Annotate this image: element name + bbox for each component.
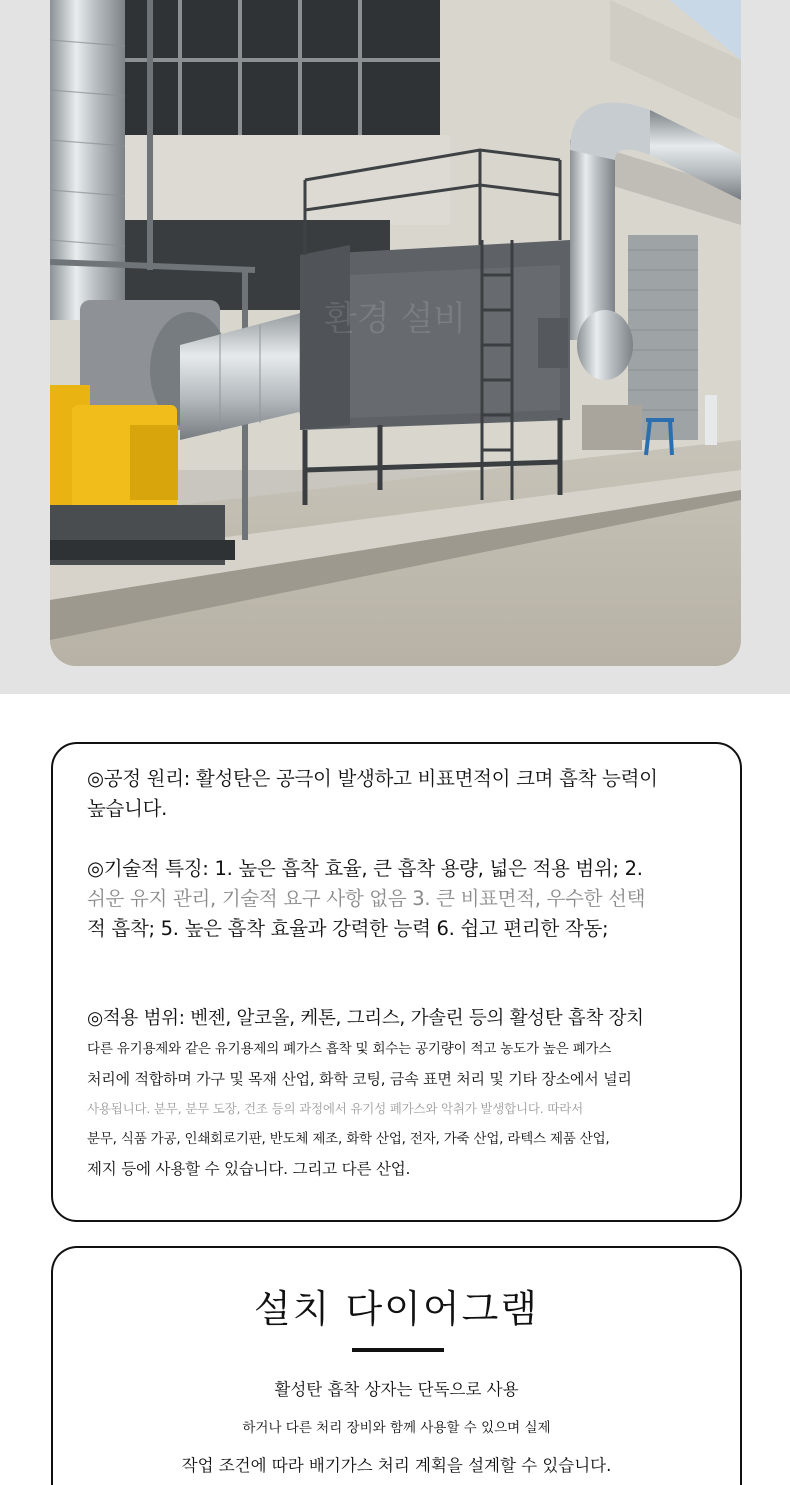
scope-line-1: 다른 유기용제와 같은 유기용제의 폐가스 흡착 및 회수는 공기량이 적고 농도가 높은 폐가스 [87, 1041, 612, 1057]
scope-line-3: 사용됩니다. 분무, 분무 도장, 건조 등의 과정에서 유기성 폐가스와 악취가 발생합니다. 따라서 [87, 1101, 583, 1116]
principle-line-1: ◎공정 원리: 활성탄은 공극이 발생하고 비표면적이 크며 흡착 능력이 [87, 767, 658, 790]
install-title: 설치 다이어그램 [253, 1287, 540, 1331]
info-card [51, 742, 742, 1222]
install-line-1: 활성탄 흡착 상자는 단독으로 사용 [274, 1380, 519, 1399]
install-line-3: 작업 조건에 따라 배기가스 처리 계획을 설계할 수 있습니다. [181, 1456, 612, 1475]
svg-text:환경 설비: 환경 설비 [323, 299, 467, 339]
install-card [51, 1246, 742, 1485]
features-line-3: 적 흡착; 5. 높은 흡착 효율과 강력한 능력 6. 쉽고 편리한 작동; [87, 917, 609, 940]
scope-heading: ◎적용 범위: 벤젠, 알코올, 케톤, 그리스, 가솔린 등의 활성탄 흡착 장치 [87, 1008, 644, 1029]
principle-line-2: 높습니다. [87, 797, 168, 820]
features-line-2: 쉬운 유지 관리, 기술적 요구 사항 없음 3. 큰 비표면적, 우수한 선택 [87, 887, 646, 910]
scope-line-5: 제지 등에 사용할 수 있습니다. 그리고 다른 산업. [87, 1160, 411, 1178]
hero-photo [50, 0, 741, 666]
install-line-2: 하거나 다른 처리 장비와 함께 사용할 수 있으며 실제 [242, 1420, 551, 1436]
title-divider [352, 1348, 444, 1352]
features-line-1: ◎기술적 특징: 1. 높은 흡착 효율, 큰 흡착 용량, 넓은 적용 범위; 2. [87, 857, 643, 880]
scope-line-2: 처리에 적합하며 가구 및 목재 산업, 화학 코팅, 금속 표면 처리 및 기타 장소에서 널리 [87, 1070, 632, 1088]
hero-band [0, 0, 790, 694]
adsorption-equipment-illustration [50, 0, 741, 666]
scope-line-4: 분무, 식품 가공, 인쇄회로기판, 반도체 제조, 화학 산업, 전자, 가죽 산업, 라텍스 제품 산업, [87, 1131, 610, 1147]
